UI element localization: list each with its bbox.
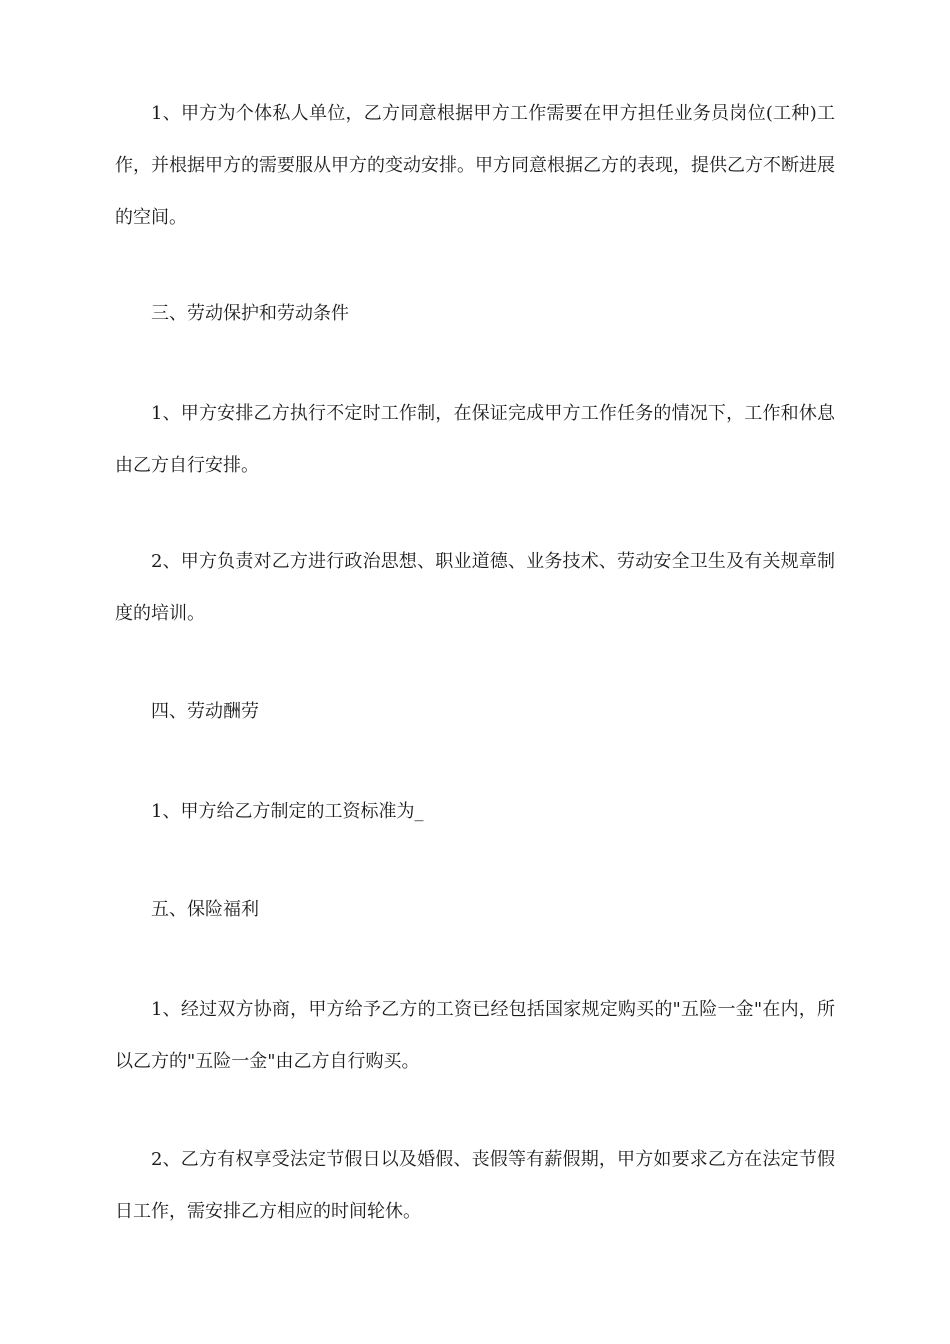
section-heading-remuneration: 四、劳动酬劳	[151, 701, 259, 722]
paragraph-wage-standard: 1、甲方给乙方制定的工资标准为_	[151, 801, 424, 822]
paragraph-job-position: 1、甲方为个体私人单位，乙方同意根据甲方工作需要在甲方担任业务员岗位(工种)工作，并根据甲方的需要服从甲方的变动安排。甲方同意根据乙方的表现，提供乙方不断进展的空间。	[115, 103, 835, 228]
section-heading-labor-protection: 三、劳动保护和劳动条件	[151, 303, 349, 324]
paragraph-training: 2、甲方负责对乙方进行政治思想、职业道德、业务技术、劳动安全卫生及有关规章制度的培训。	[115, 551, 835, 624]
section-heading-insurance-welfare: 五、保险福利	[151, 899, 259, 920]
paragraph-holidays: 2、乙方有权享受法定节假日以及婚假、丧假等有薪假期，甲方如要求乙方在法定节假日工作，需安排乙方相应的时间轮休。	[115, 1149, 835, 1222]
paragraph-working-hours: 1、甲方安排乙方执行不定时工作制，在保证完成甲方工作任务的情况下，工作和休息由乙方自行安排。	[115, 403, 835, 476]
paragraph-social-insurance: 1、经过双方协商，甲方给予乙方的工资已经包括国家规定购买的"五险一金"在内，所以乙方的"五险一金"由乙方自行购买。	[115, 999, 835, 1072]
